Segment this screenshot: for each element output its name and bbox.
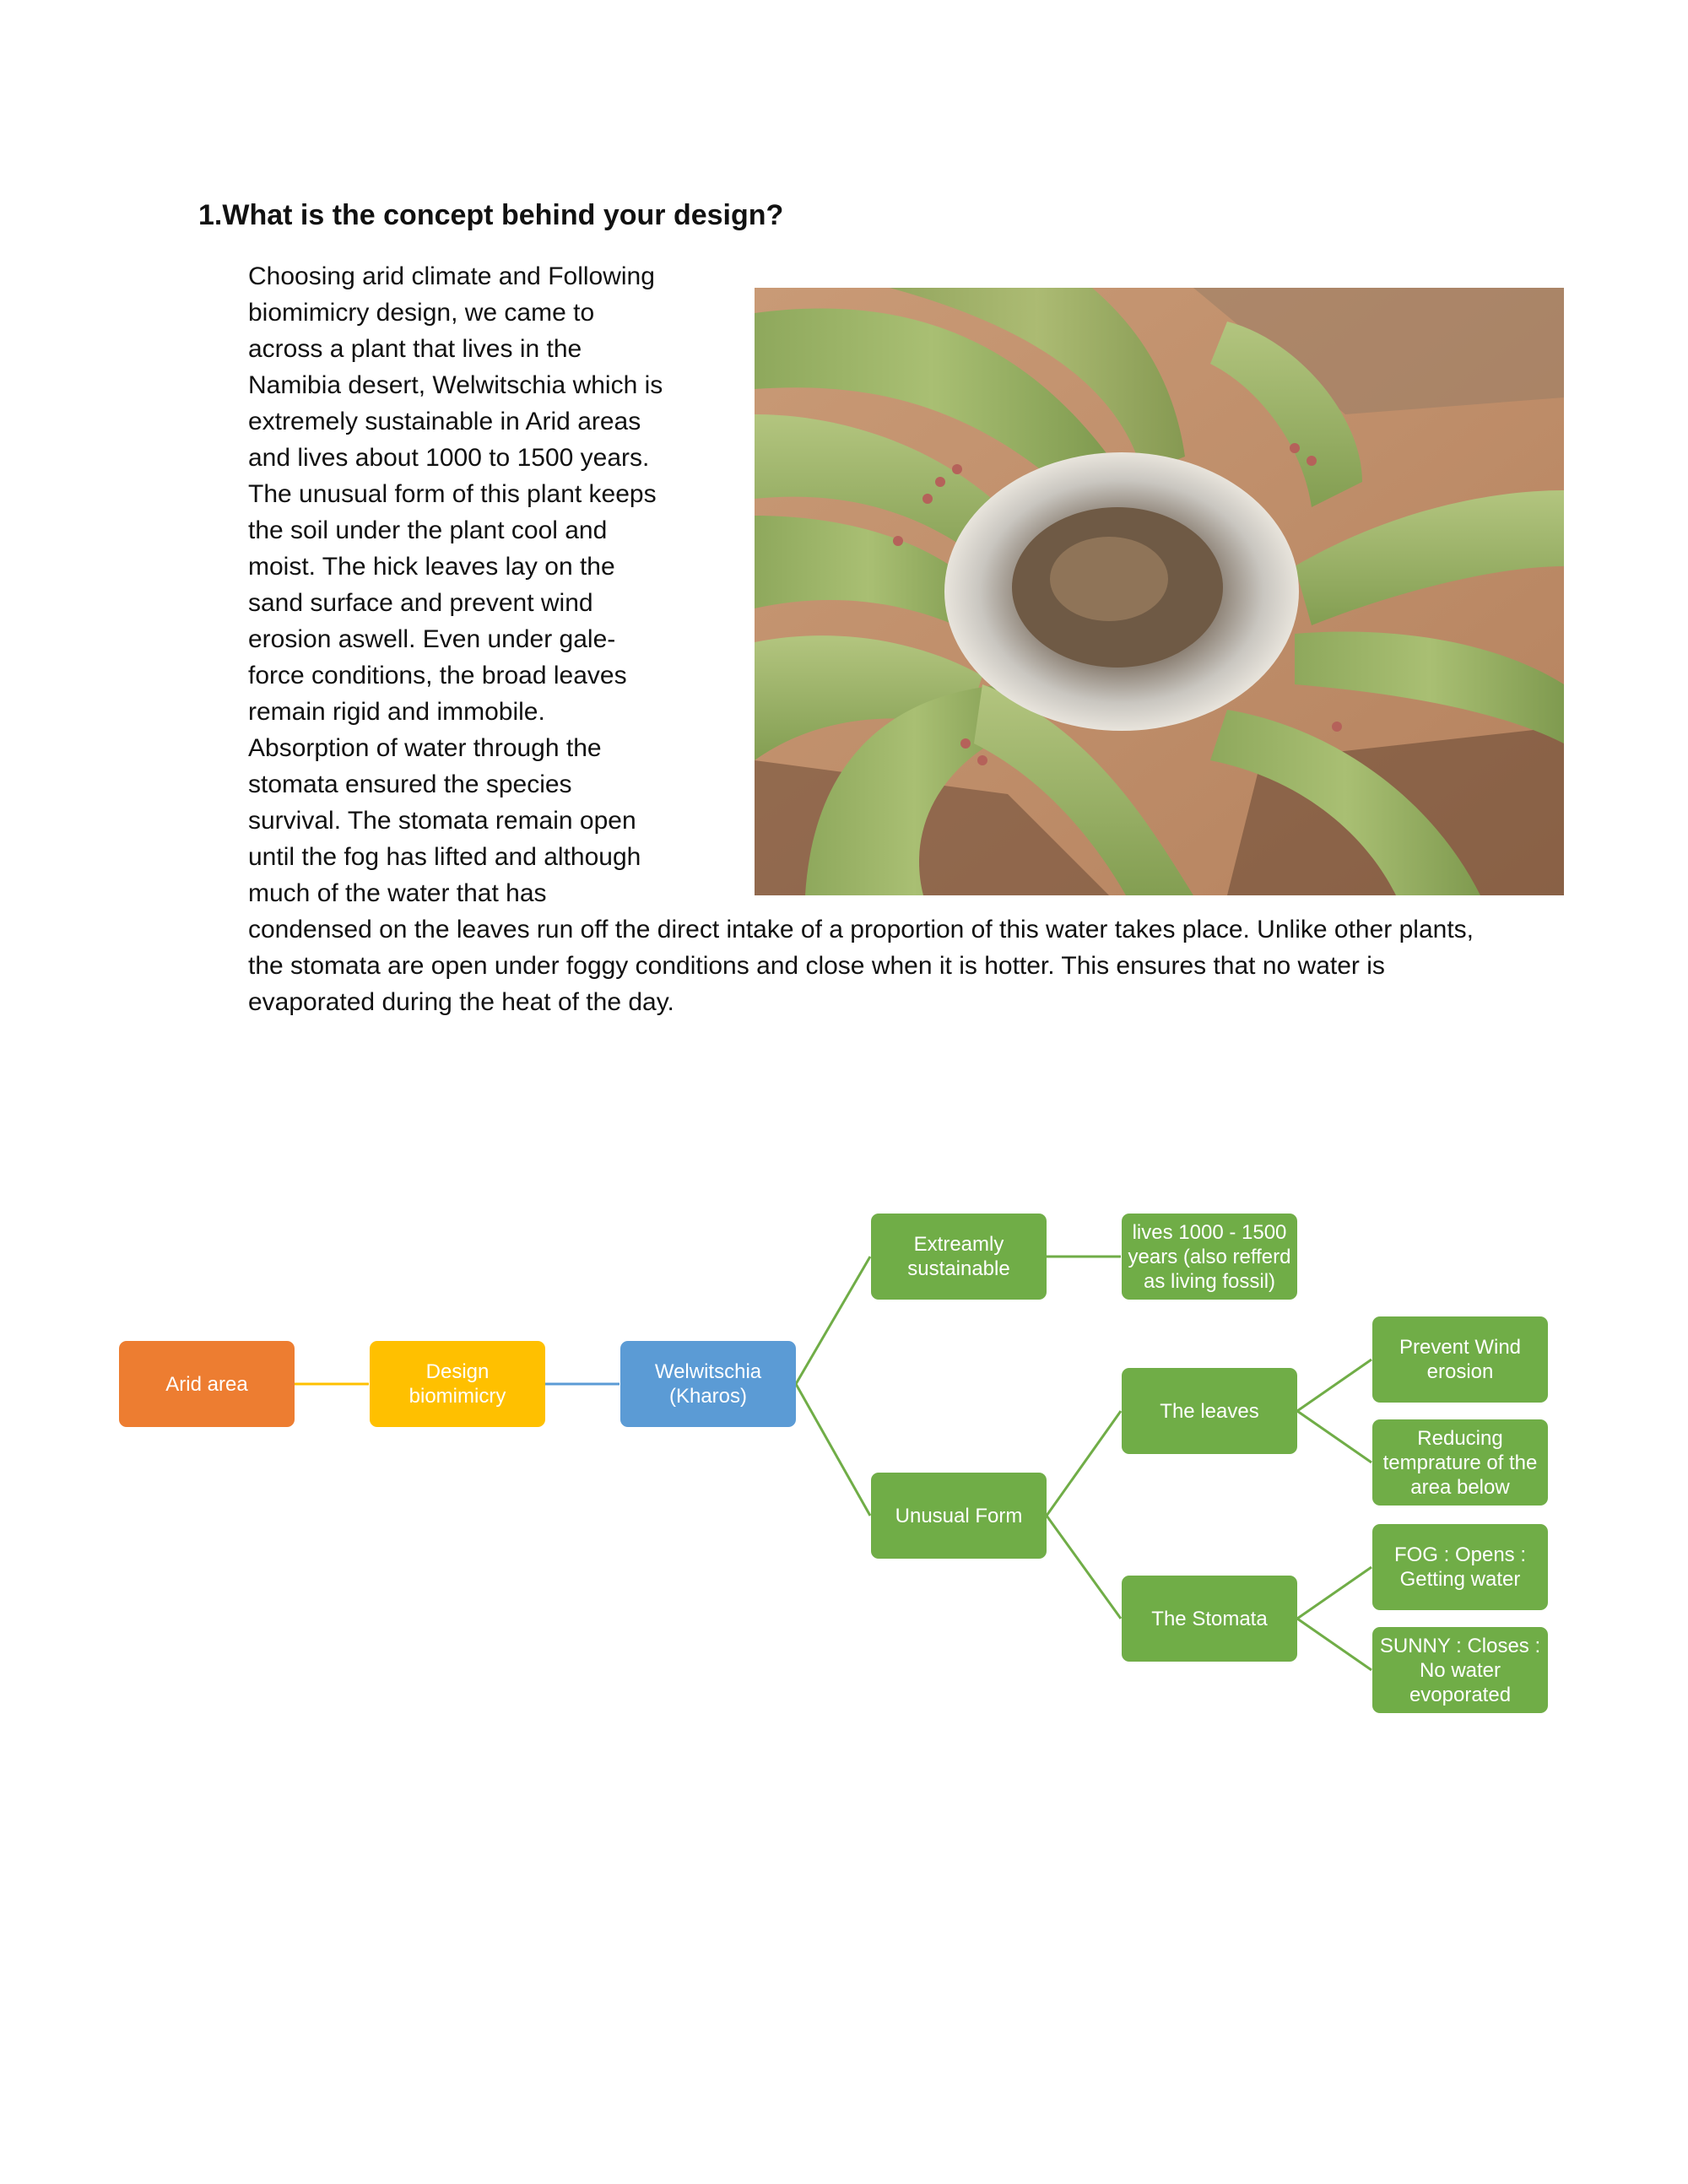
connector-welwitschia-sustainable bbox=[796, 1257, 870, 1384]
connector-leaves-wind bbox=[1297, 1360, 1372, 1411]
node-lifespan: lives 1000 - 1500 years (also refferd as living fossil) bbox=[1122, 1214, 1297, 1300]
node-arid-area: Arid area bbox=[119, 1341, 295, 1427]
node-prevent-wind-erosion: Prevent Wind erosion bbox=[1372, 1316, 1548, 1403]
concept-paragraph bbox=[248, 258, 1497, 1020]
concept-diagram bbox=[0, 1165, 1688, 1755]
node-sunny-closes: SUNNY : Closes : No water evoporated bbox=[1372, 1627, 1548, 1713]
connector-leaves-temperature bbox=[1297, 1411, 1372, 1462]
node-the-leaves: The leaves bbox=[1122, 1368, 1297, 1454]
connector-welwitschia-unusual bbox=[796, 1384, 870, 1516]
node-welwitschia: Welwitschia (Kharos) bbox=[620, 1341, 796, 1427]
connector-unusual-stomata bbox=[1047, 1516, 1121, 1619]
connector-stomata-fog bbox=[1297, 1567, 1372, 1619]
node-unusual-form: Unusual Form bbox=[871, 1473, 1047, 1559]
node-extremely-sustainable: Extreamly sustainable bbox=[871, 1214, 1047, 1300]
question-heading: 1.What is the concept behind your design? bbox=[198, 199, 784, 231]
connector-unusual-leaves bbox=[1047, 1411, 1121, 1516]
node-reducing-temperature: Reducing temprature of the area below bbox=[1372, 1419, 1548, 1506]
concept-paragraph-text: Choosing arid climate and Following biomimicry design, we came to across a plant that lives in the Namibia desert, Welwitschia which is extremely sustainable in Arid areas and lives about 1000 to 1500 years. The unusual form of this plant keeps the soil under the plant cool and moist. The hick leaves lay on the sand surface and prevent wind erosion aswell. Even under gale-force conditions, the broad leaves remain rigid and immobile. Absorption of water through the stomata ensured the species survival. The stomata remain open until the fog has lifted and although much of the water that has condensed on the leaves run off the direct intake of a proportion of this water takes place. Unlike other plants, the stomata are open under foggy conditions and close when it is hotter. This ensures that no water is evaporated during the heat of the day. bbox=[248, 262, 1474, 1016]
node-fog-opens: FOG : Opens : Getting water bbox=[1372, 1524, 1548, 1610]
node-the-stomata: The Stomata bbox=[1122, 1576, 1297, 1662]
connector-stomata-sunny bbox=[1297, 1619, 1372, 1670]
photo-float-space bbox=[687, 258, 1497, 883]
node-design-biomimicry: Design biomimicry bbox=[370, 1341, 545, 1427]
